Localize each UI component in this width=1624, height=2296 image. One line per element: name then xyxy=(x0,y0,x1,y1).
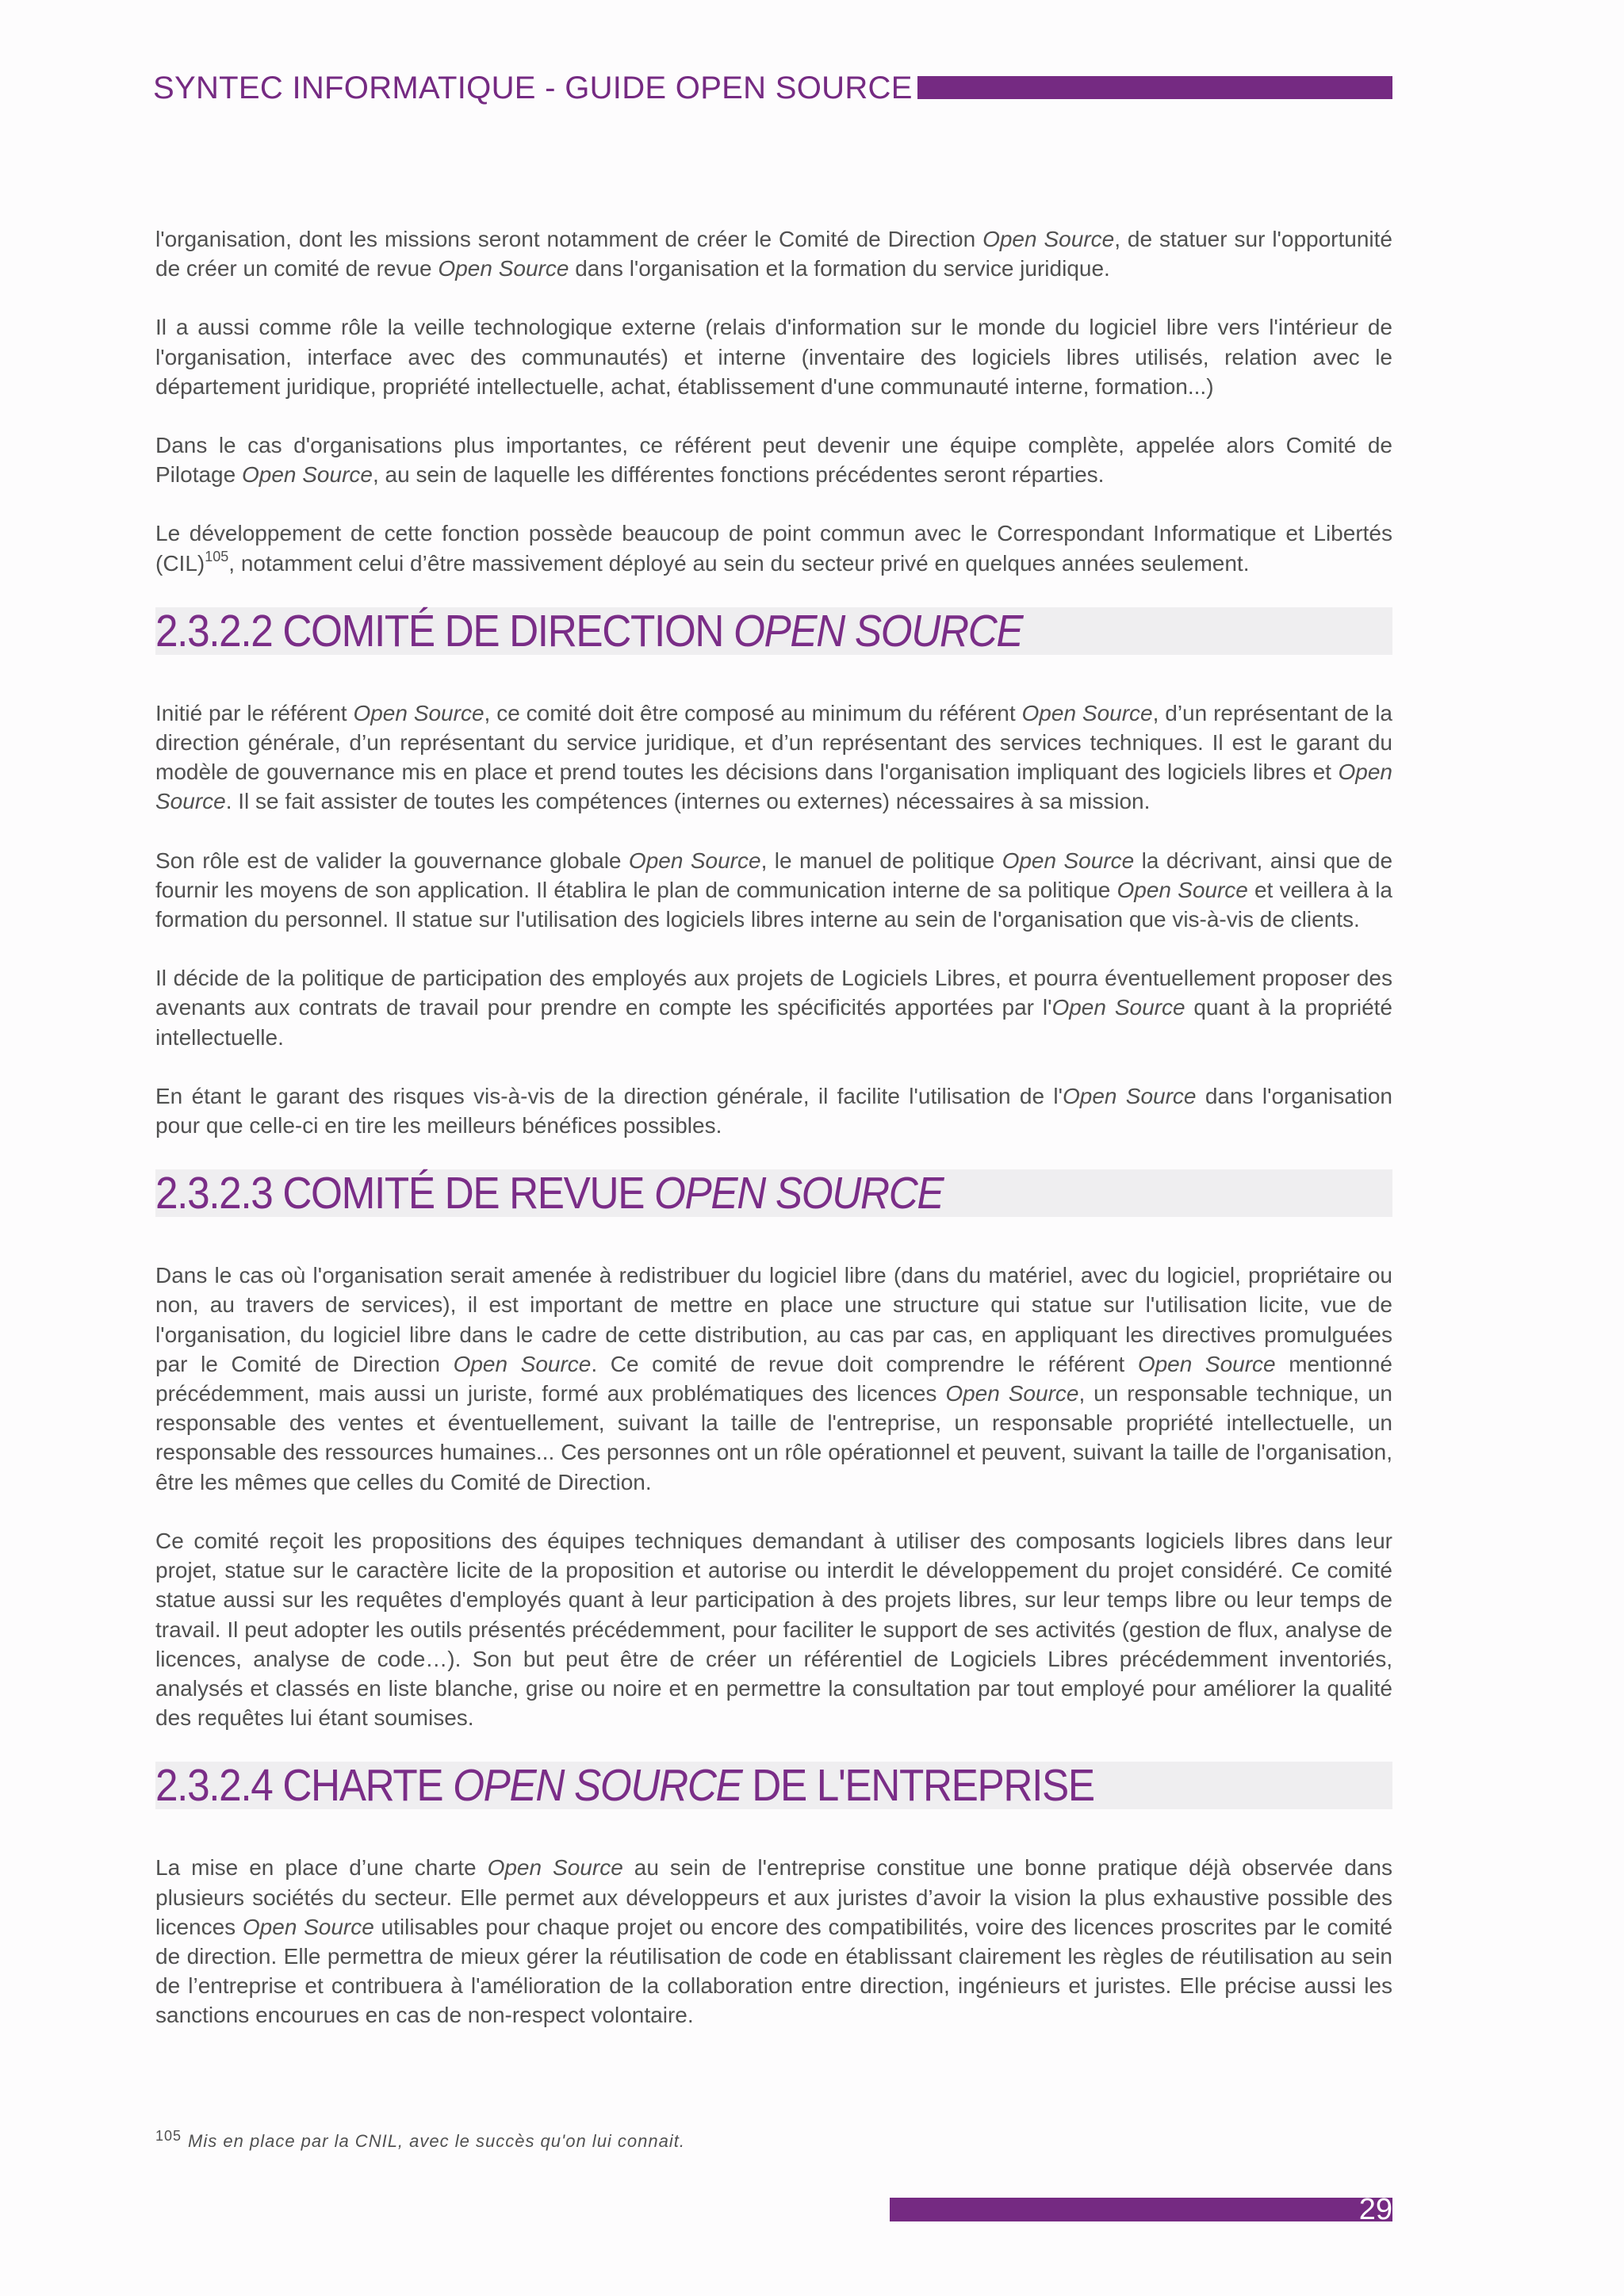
section-2322-paragraph-3: Il décide de la politique de participation des employés aux projets de Logiciels Libres, et pourra éventuellement proposer des avenants aux contrats de travail pour prendre en compte les spécificités apportées par l'Open Source quant à la propriété intellectuelle. xyxy=(155,966,1392,1050)
section-2324-paragraph-1: La mise en place d’une charte Open Source au sein de l'entreprise constitue une bonne pratique déjà observée dans plusieurs sociétés du secteur. Elle permet aux développeurs et aux juristes d’avoir la vision la plus exhaustive possible des licences Open Source utilisables pour chaque projet ou encore des compatibilités, voire des licences proscrites par le comité de direction. Elle permettra de mieux gérer la réutilisation de code en établissant clairement les règles de réutilisation au sein de l’entreprise et contribuera à l'amélioration de la collaboration entre direction, ingénieurs et juristes. Elle précise aussi les sanctions encourues en cas de non-respect volontaire. xyxy=(155,1855,1393,2028)
intro-paragraph-4: Le développement de cette fonction possède beaucoup de point commun avec le Correspondant Informatique et Libertés (CIL)$^{105}$, notamment celui d’être massivement déployé au sein du secteur privé en quelques années seulement. xyxy=(155,521,1392,576)
section-heading-text: 2.3.2.2 COMITÉ DE DIRECTION OPEN SOURCE xyxy=(155,605,1023,656)
section-heading-2323 xyxy=(155,1169,1392,1217)
section-heading-2324 xyxy=(155,1760,1392,1812)
intro-paragraph-1: l'organisation, dont les missions seront notamment de créer le Comité de Direction Open Source, de statuer sur l'opportunité de créer un comité de revue Open Source dans l'organisation et la formation du service juridique. xyxy=(155,227,1392,281)
footnote-number: 105 xyxy=(155,2128,182,2144)
section-2323-paragraph-2: Ce comité reçoit les propositions des équipes techniques demandant à utiliser des composants logiciels libres dans leur projet, statue sur le caractère licite de la proposition et autorise ou interdit le développement du projet considéré. Ce comité statue aussi sur les requêtes d'employés quant à leur participation à des projets libres, sur leur temps libre ou leur temps de travail. Il peut adopter les outils présentés précédemment, pour faciliter le support de ses activités (gestion de flux, analyse de licences, analyse de code…). Son but peut être de créer un référentiel de Logiciels Libres précédemment inventoriés, analysés et classés en liste blanche, grise ou noire et en permettre la consultation par tout employé pour améliorer la qualité des requêtes lui étant soumises. xyxy=(155,1528,1392,1731)
running-header-title: SYNTEC INFORMATIQUE - GUIDE OPEN SOURCE xyxy=(153,71,917,105)
main-content xyxy=(155,224,1392,2060)
section-2323-paragraph-1: Dans le cas où l'organisation serait amenée à redistribuer du logiciel libre (dans du matériel, avec du logiciel, propriétaire ou non, au travers de services), il est important de mettre en place une structure qui statue sur l'utilisation licite, vue de l'organisation, du logiciel libre dans le cadre de cette distribution, au cas par cas, en appliquant les directives promulguées par le Comité de Direction Open Source. Ce comité de revue doit comprendre le référent Open Source mentionné précédemment, mais aussi un juriste, formé aux problématiques des licences Open Source, un responsable technique, un responsable des ventes et éventuellement, suivant la taille de l'entreprise, un responsable propriété intellectuelle, un responsable des ressources humaines... Ces personnes ont un rôle opérationnel et peuvent, suivant la taille de l'organisation, être les mêmes que celles du Comité de Direction. xyxy=(155,1263,1392,1494)
section-heading-text: 2.3.2.4 CHARTE OPEN SOURCE DE L'ENTREPRISE xyxy=(155,1760,1094,1812)
section-2322-paragraph-4: En étant le garant des risques vis-à-vis de la direction générale, il facilite l'utilisation de l'Open Source dans l'organisation pour que celle-ci en tire les meilleurs bénéfices possibles. xyxy=(155,1083,1392,1138)
section-heading-text: 2.3.2.3 COMITÉ DE REVUE OPEN SOURCE xyxy=(155,1168,944,1219)
footnote-reference[interactable]: 105 xyxy=(205,548,229,564)
intro-paragraph-2: Il a aussi comme rôle la veille technologique externe (relais d'information sur le monde du logiciel libre vers l'intérieur de l'organisation, interface avec des communautés) et interne (inventaire des logiciels libres utilisés, relation avec le département juridique, propriété intellectuelle, achat, établissement d'une communauté interne, formation...) xyxy=(155,315,1392,399)
intro-paragraph-3: Dans le cas d'organisations plus importantes, ce référent peut devenir une équipe complète, appelée alors Comité de Pilotage Open Source, au sein de laquelle les différentes fonctions précédentes seront réparties. xyxy=(155,433,1392,488)
section-2322-paragraph-2: Son rôle est de valider la gouvernance globale Open Source, le manuel de politique Open Source la décrivant, ainsi que de fournir les moyens de son application. Il établira le plan de communication interne de sa politique Open Source et veillera à la formation du personnel. Il statue sur l'utilisation des logiciels libres interne au sein de l'organisation que vis-à-vis de clients. xyxy=(155,848,1393,932)
footnote xyxy=(155,2128,685,2152)
section-heading-2322 xyxy=(155,607,1392,655)
page-number: 29 xyxy=(1358,2193,1392,2226)
footnote-text: Mis en place par la CNIL, avec le succès qu'on lui connait. xyxy=(188,2131,685,2151)
section-2322-paragraph-1: Initié par le référent Open Source, ce comité doit être composé au minimum du référent Open Source, d’un représentant de la direction générale, d’un représentant du service juridique, et d’un représentant des services techniques. Il est le garant du modèle de gouvernance mis en place et prend toutes les décisions dans l'organisation impliquant des logiciels libres et Open Source. Il se fait assister de toutes les compétences (internes ou externes) nécessaires à sa mission. xyxy=(155,700,1392,814)
footer-accent-bar xyxy=(890,2198,1392,2221)
